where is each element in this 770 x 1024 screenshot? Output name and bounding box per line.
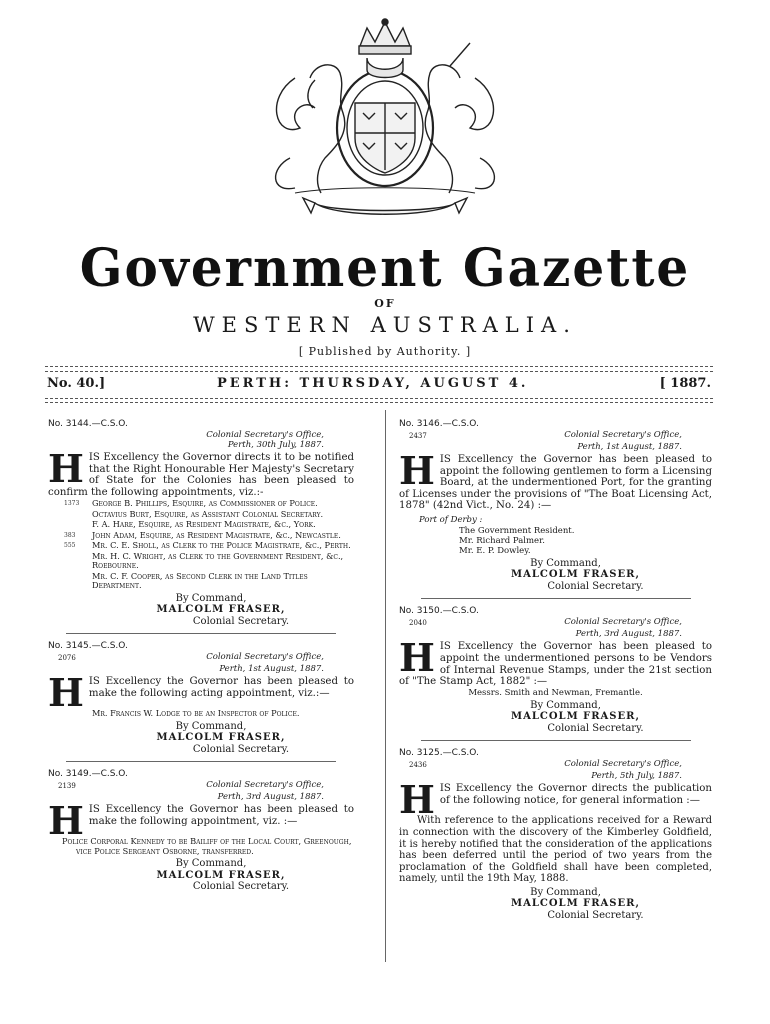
notice-ref xyxy=(48,768,354,780)
signatory-name: MALCOLM FRASER, xyxy=(511,711,640,723)
dropcap: H xyxy=(48,670,84,716)
appointment-text: George B. Phillips, Esquire, as Commissioner of Police. xyxy=(92,498,318,509)
signatory-name: MALCOLM FRASER, xyxy=(511,569,640,581)
vendor-item: Messrs. Smith and Newman, Fremantle. xyxy=(468,687,643,698)
board-member: Mr. E. P. Dowley. xyxy=(459,545,531,556)
appointment-item: Police Corporal Kennedy to be Bailiff of the Local Court, Greenough, vice Police Sergeant Osborne, transferred. xyxy=(62,836,352,856)
ref-office-row xyxy=(48,652,354,664)
notice-ref-number: No. 3146.—C.S.O. xyxy=(399,419,479,429)
signature-block xyxy=(399,887,712,922)
dropcap: H xyxy=(399,635,435,681)
left-column xyxy=(48,418,354,899)
office-line: Colonial Secretary's Office, xyxy=(564,759,682,770)
separator xyxy=(66,761,336,762)
date-line: Perth, 1st August, 1887. xyxy=(219,664,324,675)
notice-ref-number: No. 3145.—C.S.O. xyxy=(48,641,128,652)
signature-block xyxy=(48,593,354,628)
signature-block xyxy=(399,558,712,593)
date-line: Perth, 1st August, 1887. xyxy=(577,442,682,452)
ref-office-row xyxy=(399,430,712,442)
dropcap: H xyxy=(48,798,84,844)
notice-text: IS Excellency the Governor has been pleased to appoint the following gentlemen to form a Licensing Board, at the undermentioned Port, for the granting of Licenses under the provisions of "The Boat Licensing Act, 1878" (42nd Vict., No. 24) :— xyxy=(399,454,712,512)
issue-year: [ 1887. xyxy=(659,376,711,391)
signature-block xyxy=(399,700,712,735)
appointment-text: Mr. C. E. Sholl, as Clerk to the Police Magistrate, &c., Perth. xyxy=(92,540,351,551)
notice-ref xyxy=(399,747,712,759)
date-line: Perth, 30th July, 1887. xyxy=(227,440,324,450)
board-member: Mr. Richard Palmer. xyxy=(459,535,545,546)
appointment-text: Mr. H. C. Wright, as Clerk to the Government Resident, &c., Roebourne. xyxy=(92,550,344,571)
notice-3125 xyxy=(399,747,712,921)
by-command: By Command, xyxy=(175,720,247,732)
notice-text: IS Excellency the Governor directs it to be notified that the Right Honourable Her Majesty's Secretary of State for the Colonies has been pleased to confirm the following appointments, viz.:- xyxy=(48,452,354,498)
dropcap: H xyxy=(399,448,435,493)
notice-ref-small: 2076 xyxy=(58,654,76,663)
notice-3144 xyxy=(48,418,354,627)
notice-ref xyxy=(399,605,712,617)
signatory-title: Colonial Secretary. xyxy=(547,722,644,734)
notice-ref-number: No. 3144.—C.S.O. xyxy=(48,419,128,429)
dropcap: H xyxy=(399,777,435,823)
office-line: Colonial Secretary's Office, xyxy=(206,430,324,440)
date-line: Perth, 3rd August, 1887. xyxy=(575,629,682,640)
appointment-item xyxy=(48,552,354,571)
appointment-item: Mr. Francis W. Lodge to be an Inspector of Police. xyxy=(92,708,300,719)
date-line: Perth, 5th July, 1887. xyxy=(591,771,682,782)
office-line: Colonial Secretary's Office, xyxy=(564,617,682,628)
office-line: Colonial Secretary's Office, xyxy=(206,780,324,791)
notice-3150 xyxy=(399,605,712,734)
notice-3145 xyxy=(48,640,354,755)
notice-body xyxy=(399,635,712,688)
rule-top xyxy=(45,366,713,367)
notice-ref xyxy=(399,418,712,430)
signatory-title: Colonial Secretary. xyxy=(192,615,290,627)
right-column xyxy=(399,418,712,927)
notice-text: IS Excellency the Governor has been pleased to make the following acting appointment, viz.:— xyxy=(88,676,354,699)
notice-paragraph: With reference to the applications received for a Reward in connection with the discovery of the Kimberley Goldfield, it is hereby notified that the consideration of the applications has been deferred until the period of two years from the proclamation of the Goldfield shall have been completed, namely, until the 19th May, 1888. xyxy=(399,815,712,885)
appointment-item xyxy=(48,531,354,541)
appointment-text: John Adam, Esquire, as Resident Magistrate, &c., Newcastle. xyxy=(92,529,341,540)
signatory-name: MALCOLM FRASER, xyxy=(156,732,286,744)
separator xyxy=(66,633,336,634)
port-label: Port of Derby : xyxy=(419,514,483,525)
signature-block xyxy=(48,858,354,893)
by-command: By Command, xyxy=(175,592,247,604)
by-command: By Command, xyxy=(530,557,601,569)
appointment-text: Octavius Burt, Esquire, as Assistant Colonial Secretary. xyxy=(92,508,324,519)
signatory-title: Colonial Secretary. xyxy=(547,580,644,592)
issue-number: No. 40.] xyxy=(47,376,106,391)
notice-text: IS Excellency the Governor has been pleased to make the following appointment, viz. :— xyxy=(88,804,354,827)
appointment-item xyxy=(48,541,354,551)
rule-top-2 xyxy=(45,371,713,372)
gazette-place: WESTERN AUSTRALIA. xyxy=(193,313,577,337)
appointment-item xyxy=(48,572,354,591)
appointment-item xyxy=(48,510,354,520)
signatory-title: Colonial Secretary. xyxy=(192,881,290,893)
notice-body xyxy=(399,448,712,512)
date-line: Perth, 3rd August, 1887. xyxy=(217,792,324,803)
signatory-name: MALCOLM FRASER, xyxy=(156,869,286,881)
notice-ref-small: 2436 xyxy=(409,761,427,770)
notice-ref-small: 2139 xyxy=(58,782,76,791)
signatory-title: Colonial Secretary. xyxy=(192,743,290,755)
by-command: By Command, xyxy=(175,858,247,870)
rule-issue-bottom xyxy=(45,398,713,399)
column-divider xyxy=(385,410,386,962)
office-line: Colonial Secretary's Office, xyxy=(206,652,324,663)
appointment-code: 383 xyxy=(64,531,76,539)
issue-date: PERTH: THURSDAY, AUGUST 4. xyxy=(217,376,529,391)
appointment-item xyxy=(48,499,354,509)
notice-ref xyxy=(48,640,354,652)
signatory-name: MALCOLM FRASER, xyxy=(156,604,286,616)
office-line: Colonial Secretary's Office, xyxy=(564,430,682,440)
notice-ref-small: 2040 xyxy=(409,619,427,628)
gazette-of: OF xyxy=(374,297,396,310)
notice-ref-small: 2437 xyxy=(409,432,427,440)
signatory-name: MALCOLM FRASER, xyxy=(511,898,640,910)
notice-body xyxy=(48,798,354,844)
appointment-text: F. A. Hare, Esquire, as Resident Magistrate, &c., York. xyxy=(92,519,316,530)
royal-coat-of-arms-icon xyxy=(255,18,515,233)
by-command: By Command, xyxy=(530,699,601,711)
notice-3149 xyxy=(48,768,354,893)
rule-issue-bottom-2 xyxy=(45,402,713,403)
notice-ref-number: No. 3149.—C.S.O. xyxy=(48,769,128,780)
notice-ref-number: No. 3150.—C.S.O. xyxy=(399,606,479,617)
ref-office-row xyxy=(399,759,712,771)
notice-text: IS Excellency the Governor has been pleased to appoint the undermentioned persons to be Vendors of Internal Revenue Stamps, under the 21st section of "The Stamp Act, 1882" :— xyxy=(399,641,712,688)
appointment-item xyxy=(48,520,354,530)
notice-body xyxy=(399,777,712,823)
notice-ref xyxy=(48,418,354,430)
dropcap: H xyxy=(48,446,84,491)
appointment-code: 555 xyxy=(64,542,76,550)
signature-block xyxy=(48,721,354,756)
issue-bar xyxy=(47,376,711,396)
notice-text: IS Excellency the Governor directs the publication of the following notice, for general information :— xyxy=(439,783,712,806)
appointment-text: Mr. C. F. Cooper, as Second Clerk in the Land Titles Department. xyxy=(92,570,308,591)
notice-3146 xyxy=(399,418,712,592)
appointment-code: 1373 xyxy=(64,500,80,508)
board-member: The Government Resident. xyxy=(459,525,575,536)
ref-office-row xyxy=(48,780,354,792)
notice-ref-number: No. 3125.—C.S.O. xyxy=(399,748,479,759)
published-by-authority: [ Published by Authority. ] xyxy=(298,345,472,358)
separator xyxy=(421,740,691,741)
signatory-title: Colonial Secretary. xyxy=(547,909,644,921)
by-command: By Command, xyxy=(530,886,601,898)
notice-body xyxy=(48,446,354,498)
separator xyxy=(421,598,691,599)
gazette-title: Government Gazette xyxy=(79,236,691,299)
ref-office-row xyxy=(399,617,712,629)
